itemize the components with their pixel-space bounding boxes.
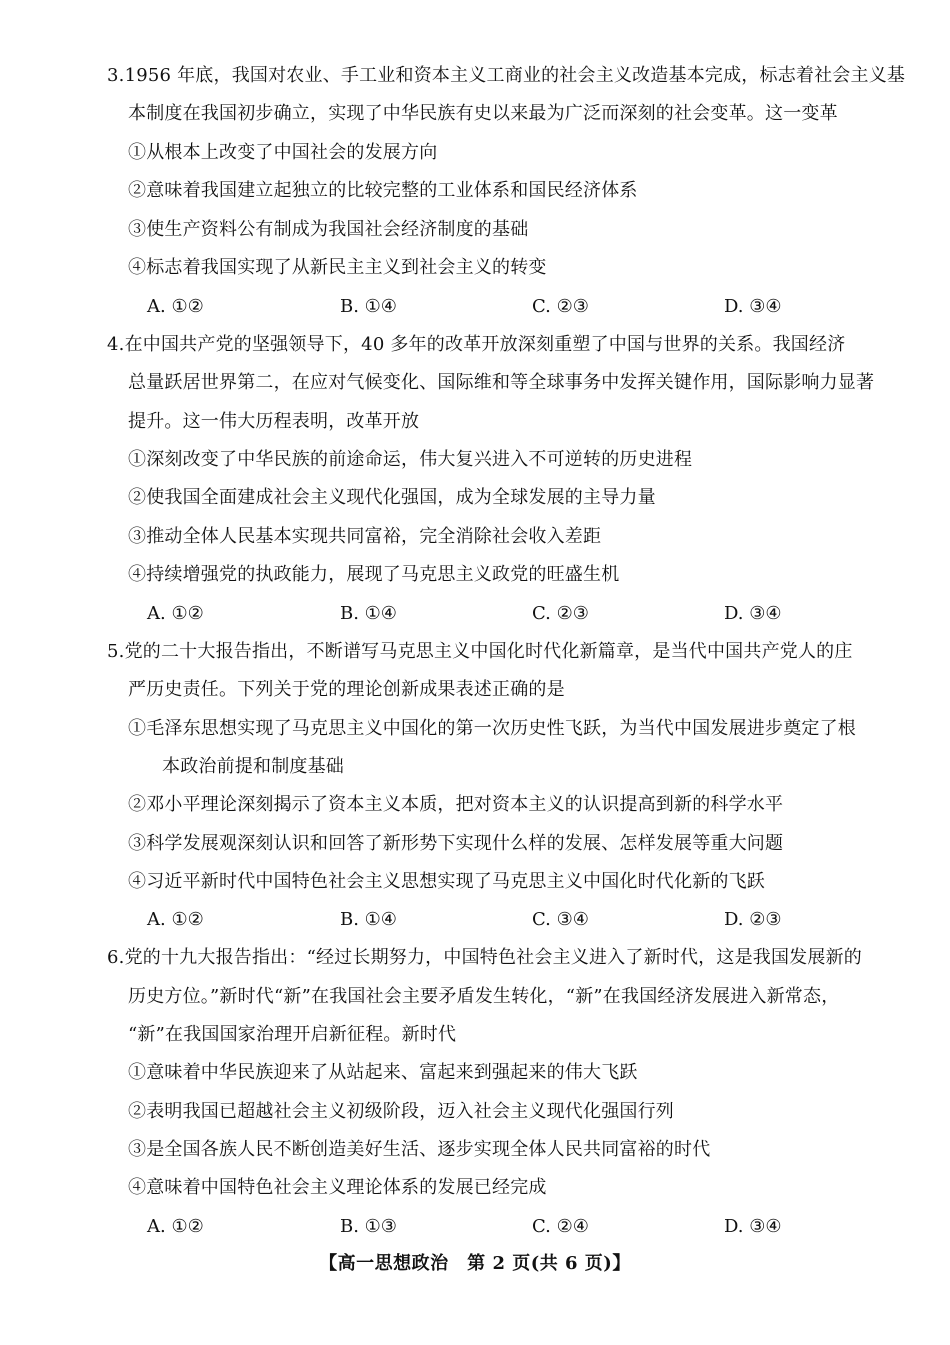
statement-item-continuation: 本政治前提和制度基础 [162, 756, 344, 777]
statement-item: ③科学发展观深刻认识和回答了新形势下实现什么样的发展、怎样发展等重大问题 [128, 833, 784, 854]
question-stem-line: 历史方位。”新时代“新”在我国社会主要矛盾发生转化，“新”在我国经济发展进入新常态， [128, 986, 840, 1007]
question-stem-line: 本制度在我国初步确立，实现了中华民族有史以来最为广泛而深刻的社会变革。这一变革 [128, 103, 838, 124]
statement-item: ③推动全体人民基本实现共同富裕，完全消除社会收入差距 [128, 526, 602, 547]
option-a: A. ①② [147, 296, 204, 317]
option-d: D. ②③ [724, 909, 782, 930]
option-a: A. ①② [147, 909, 204, 930]
statement-item: ②表明我国已超越社会主义初级阶段，迈入社会主义现代化强国行列 [128, 1101, 674, 1122]
statement-item: ④习近平新时代中国特色社会主义思想实现了马克思主义中国化时代化新的飞跃 [128, 871, 765, 892]
option-b: B. ①④ [340, 296, 397, 317]
option-c: C. ②④ [532, 1216, 589, 1237]
option-c: C. ②③ [532, 296, 589, 317]
option-d: D. ③④ [724, 1216, 782, 1237]
question-stem-line: 5.党的二十大报告指出，不断谱写马克思主义中国化时代化新篇章，是当代中国共产党人的庄 [107, 641, 853, 662]
page-footer: 【高一思想政治 第 2 页(共 6 页)】 [319, 1253, 631, 1274]
statement-item: ②意味着我国建立起独立的比较完整的工业体系和国民经济体系 [128, 180, 638, 201]
statement-item: ①深刻改变了中华民族的前途命运，伟大复兴进入不可逆转的历史进程 [128, 449, 693, 470]
option-a: A. ①② [147, 603, 204, 624]
option-b: B. ①③ [340, 1216, 397, 1237]
statement-item: ①意味着中华民族迎来了从站起来、富起来到强起来的伟大飞跃 [128, 1062, 638, 1083]
option-c: C. ②③ [532, 603, 589, 624]
statement-item: ①从根本上改变了中国社会的发展方向 [128, 142, 438, 163]
question-stem-line: 4.在中国共产党的坚强领导下，40 多年的改革开放深刻重塑了中国与世界的关系。我国经济 [107, 334, 846, 355]
option-b: B. ①④ [340, 603, 397, 624]
statement-item: ①毛泽东思想实现了马克思主义中国化的第一次历史性飞跃，为当代中国发展进步奠定了根 [128, 718, 856, 739]
option-a: A. ①② [147, 1216, 204, 1237]
question-stem-line: 6.党的十九大报告指出：“经过长期努力，中国特色社会主义进入了新时代，这是我国发展新的 [107, 947, 862, 968]
option-c: C. ③④ [532, 909, 589, 930]
question-stem-line: 总量跃居世界第二，在应对气候变化、国际维和等全球事务中发挥关键作用，国际影响力显著 [128, 372, 875, 393]
option-d: D. ③④ [724, 603, 782, 624]
statement-item: ②邓小平理论深刻揭示了资本主义本质，把对资本主义的认识提高到新的科学水平 [128, 794, 784, 815]
statement-item: ②使我国全面建成社会主义现代化强国，成为全球发展的主导力量 [128, 487, 656, 508]
question-stem-line: “新”在我国国家治理开启新征程。新时代 [128, 1024, 457, 1045]
statement-item: ③是全国各族人民不断创造美好生活、逐步实现全体人民共同富裕的时代 [128, 1139, 711, 1160]
option-b: B. ①④ [340, 909, 397, 930]
statement-item: ③使生产资料公有制成为我国社会经济制度的基础 [128, 219, 529, 240]
question-stem-line: 提升。这一伟大历程表明，改革开放 [128, 411, 420, 432]
question-stem-line: 3.1956 年底，我国对农业、手工业和资本主义工商业的社会主义改造基本完成，标志着社会主义基 [107, 65, 906, 86]
question-stem-line: 严历史责任。下列关于党的理论创新成果表述正确的是 [128, 679, 565, 700]
statement-item: ④标志着我国实现了从新民主主义到社会主义的转变 [128, 257, 547, 278]
statement-item: ④持续增强党的执政能力，展现了马克思主义政党的旺盛生机 [128, 564, 620, 585]
option-d: D. ③④ [724, 296, 782, 317]
statement-item: ④意味着中国特色社会主义理论体系的发展已经完成 [128, 1177, 547, 1198]
